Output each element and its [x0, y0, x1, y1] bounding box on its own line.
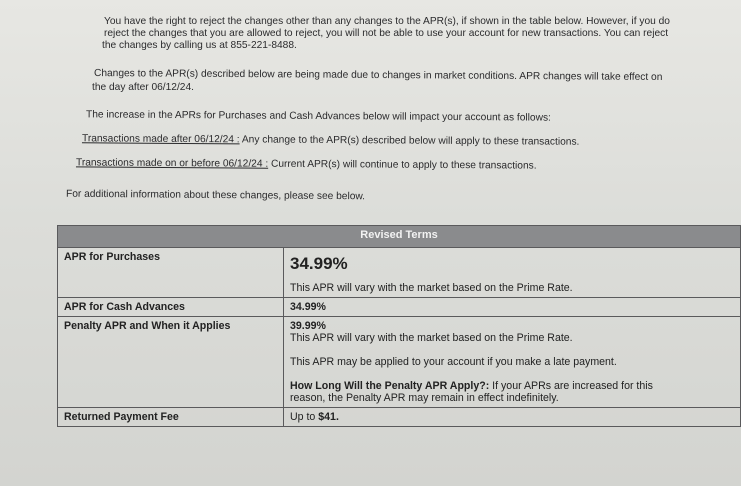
transactions-before-label: Transactions made on or before 06/12/24 : — [75, 157, 269, 170]
purchases-apr-rate: 34.99% — [290, 254, 348, 273]
purchases-apr-value — [284, 248, 741, 298]
penalty-apr-late-payment: This APR may be applied to your account if you make a late payment. — [290, 356, 617, 368]
penalty-apr-label: Penalty APR and When it Applies — [58, 317, 284, 408]
table-header: Revised Terms — [58, 226, 741, 248]
table-header-row — [58, 226, 741, 248]
revised-terms-table — [57, 225, 741, 427]
transactions-after-line — [82, 133, 579, 147]
penalty-duration-text: If your APRs are increased for this — [489, 380, 653, 392]
returned-payment-amount: $41. — [318, 411, 339, 423]
apr-impact-intro: The increase in the APRs for Purchases and Cash Advances below will impact your account as follows: — [85, 109, 551, 124]
additional-info-line: For additional information about these changes, please see below. — [65, 188, 366, 203]
table-row-returned-payment — [58, 408, 741, 427]
reject-rights-line-2: reject the changes that you are allowed to reject, you will not be able to use your account for new transactions. You can reject — [104, 28, 669, 39]
apr-change-reason-line-2: the day after 06/12/24. — [92, 82, 194, 93]
penalty-apr-duration-2: reason, the Penalty APR may remain in effect indefinitely. — [290, 392, 559, 404]
table-row-cash-advances — [58, 298, 741, 317]
purchases-apr-note: This APR will vary with the market based on the Prime Rate. — [290, 282, 573, 294]
returned-payment-prefix: Up to — [290, 411, 319, 423]
cash-advance-apr-label: APR for Cash Advances — [58, 298, 284, 317]
reject-rights-line-1: You have the right to reject the changes other than any changes to the APR(s), if shown in the table below. However, if you do — [104, 16, 670, 27]
table-row-penalty — [58, 317, 741, 408]
penalty-apr-rate: 39.99% — [290, 320, 326, 332]
transactions-after-label: Transactions made after 06/12/24 : — [81, 133, 240, 146]
transactions-before-text: Current APR(s) will continue to apply to these transactions. — [268, 158, 537, 172]
penalty-apr-value — [284, 317, 741, 408]
returned-payment-label: Returned Payment Fee — [58, 408, 284, 427]
reject-rights-line-3: the changes by calling us at 855-221-8488. — [102, 40, 297, 51]
transactions-before-line — [76, 157, 537, 171]
returned-payment-value — [284, 408, 741, 427]
table-row-purchases — [58, 248, 741, 298]
penalty-duration-label: How Long Will the Penalty APR Apply?: — [290, 380, 490, 392]
transactions-after-text: Any change to the APR(s) described below will apply to these transactions. — [239, 134, 580, 148]
purchases-apr-label: APR for Purchases — [58, 248, 284, 298]
cash-advance-apr-rate: 34.99% — [284, 298, 741, 317]
penalty-apr-duration — [290, 380, 734, 392]
penalty-apr-note: This APR will vary with the market based on the Prime Rate. — [290, 332, 573, 344]
apr-change-reason-line-1: Changes to the APR(s) described below are being made due to changes in market conditions. APR changes will take effect on — [93, 68, 663, 83]
